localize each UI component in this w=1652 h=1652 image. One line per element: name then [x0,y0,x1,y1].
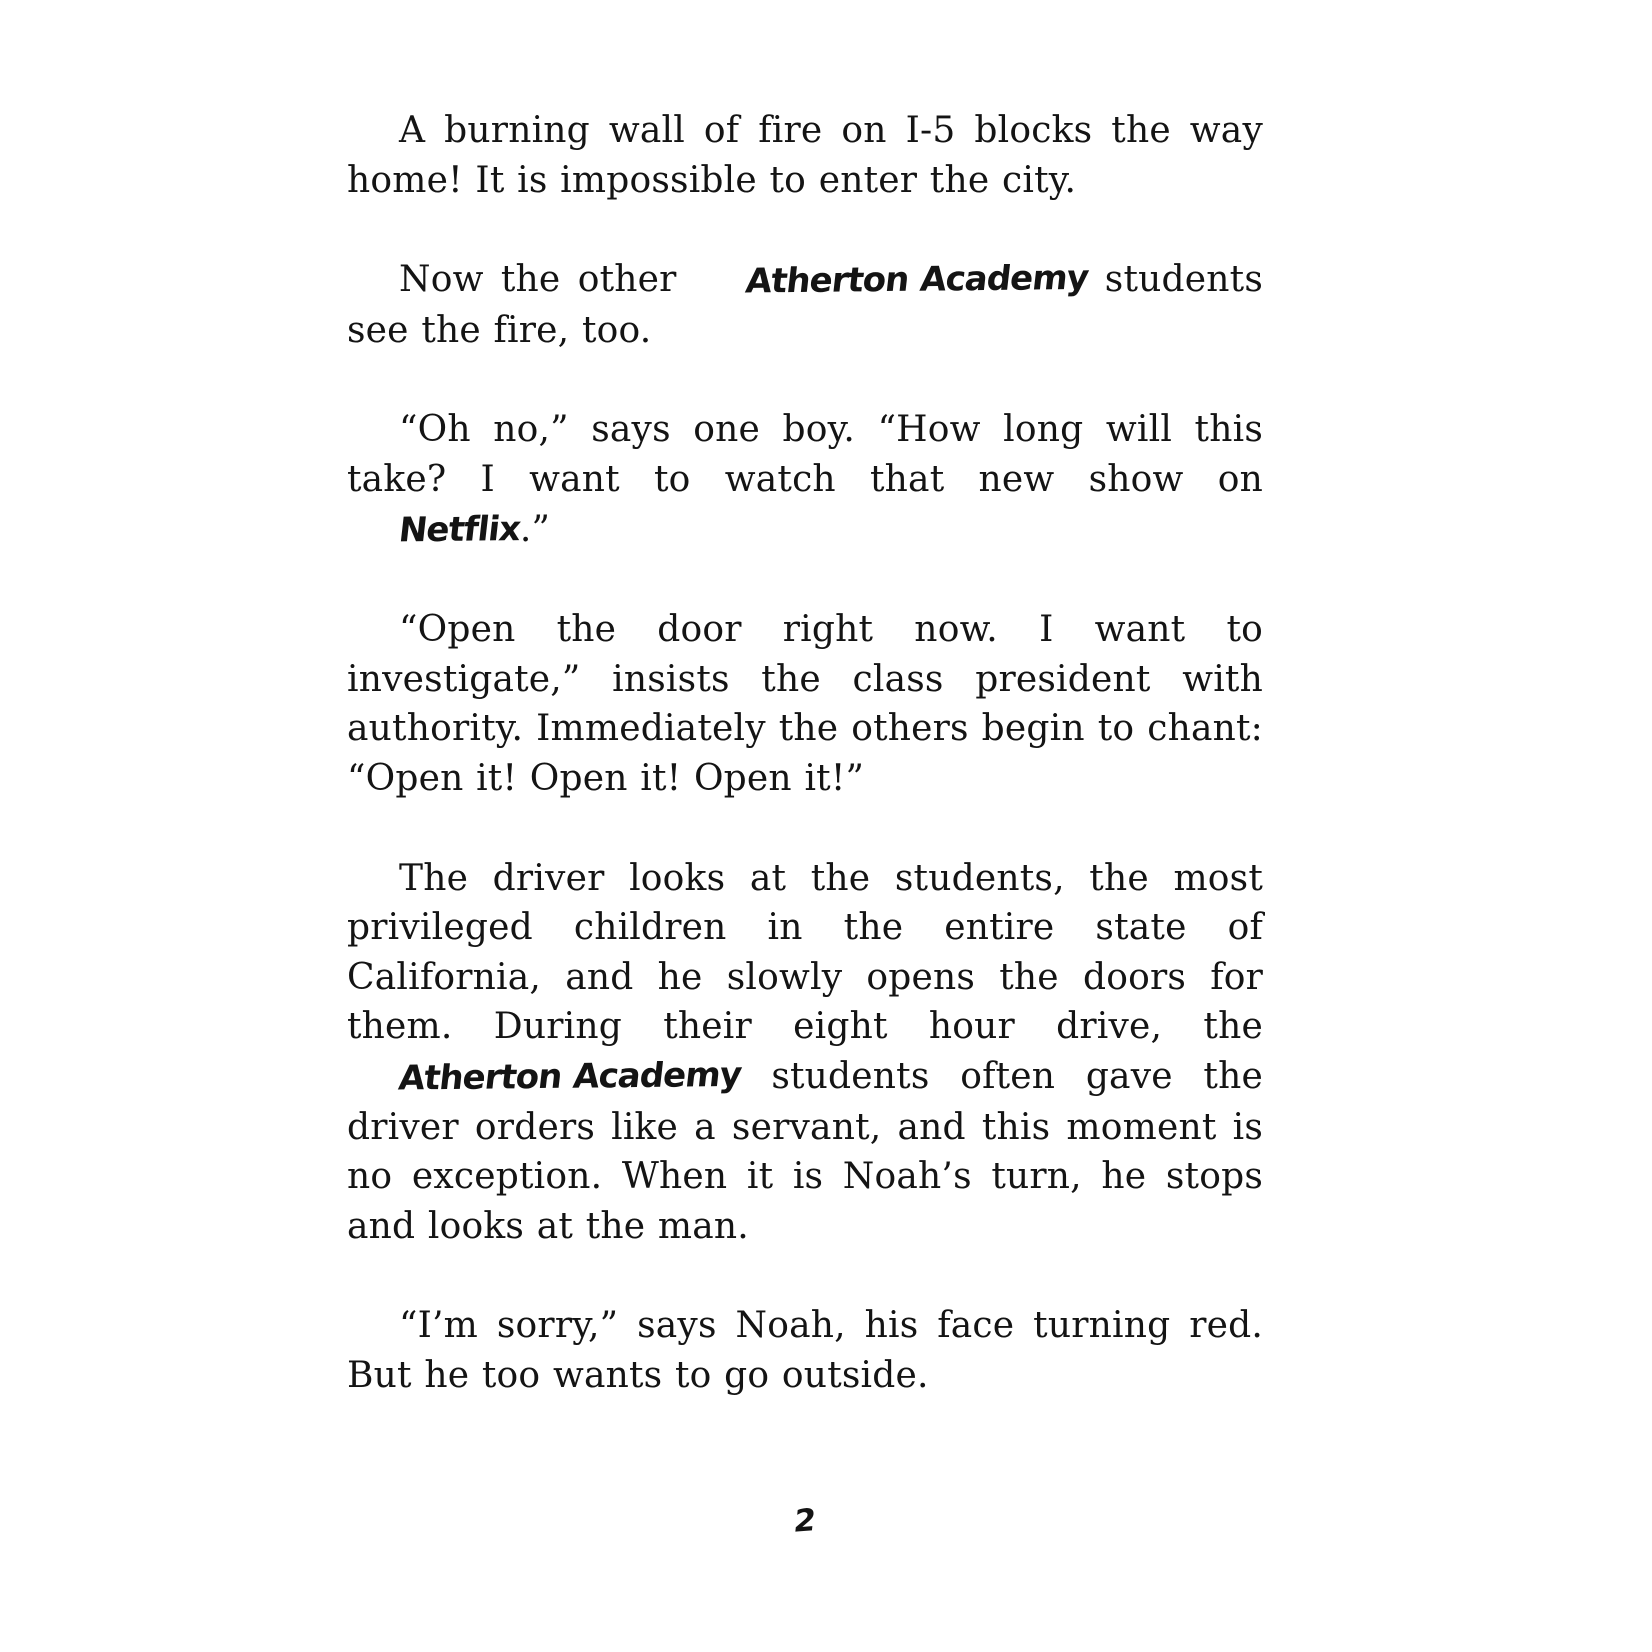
paragraph [347,405,1263,555]
page-number-value: 2 [792,1502,818,1540]
text-run: The driver looks at the students, the most privileged children in the entire state of California, and he slowly opens the doors for them. During their eight hour drive, the [347,857,1263,1048]
text-run: students see the fire, too. [347,259,1263,351]
text-run: “I’m sorry,” says Noah, his face turning red. But he too wants to go outside. [347,1305,1263,1396]
text-run: .” [519,508,551,550]
handwritten-text: Atherton Academy [743,258,1091,302]
text-block [347,106,1263,1450]
paragraph [347,1301,1263,1400]
text-run: students often gave the driver orders like a servant, and this moment is no exception. When it is Noah’s turn, he stops and looks at the man. [347,1055,1263,1247]
text-run: Now the other [399,259,694,301]
paragraph [347,605,1263,803]
text-run: A burning wall of fire on I-5 blocks the way home! It is impossible to enter the city. [347,110,1263,201]
text-run: “Oh no,” says one boy. “How long will this take? I want to watch that new show on [347,409,1263,500]
handwritten-text: Netflix [396,508,523,550]
text-run: “Open the door right now. I want to investigate,” insists the class president with authority. Immediately the others begin to chant: “Open it! Open it! Open it!” [347,609,1263,799]
paragraph [347,854,1263,1252]
handwritten-text: Atherton Academy [396,1054,744,1099]
page-number [347,1503,1263,1539]
paragraph [347,255,1263,355]
paragraph [347,106,1263,205]
